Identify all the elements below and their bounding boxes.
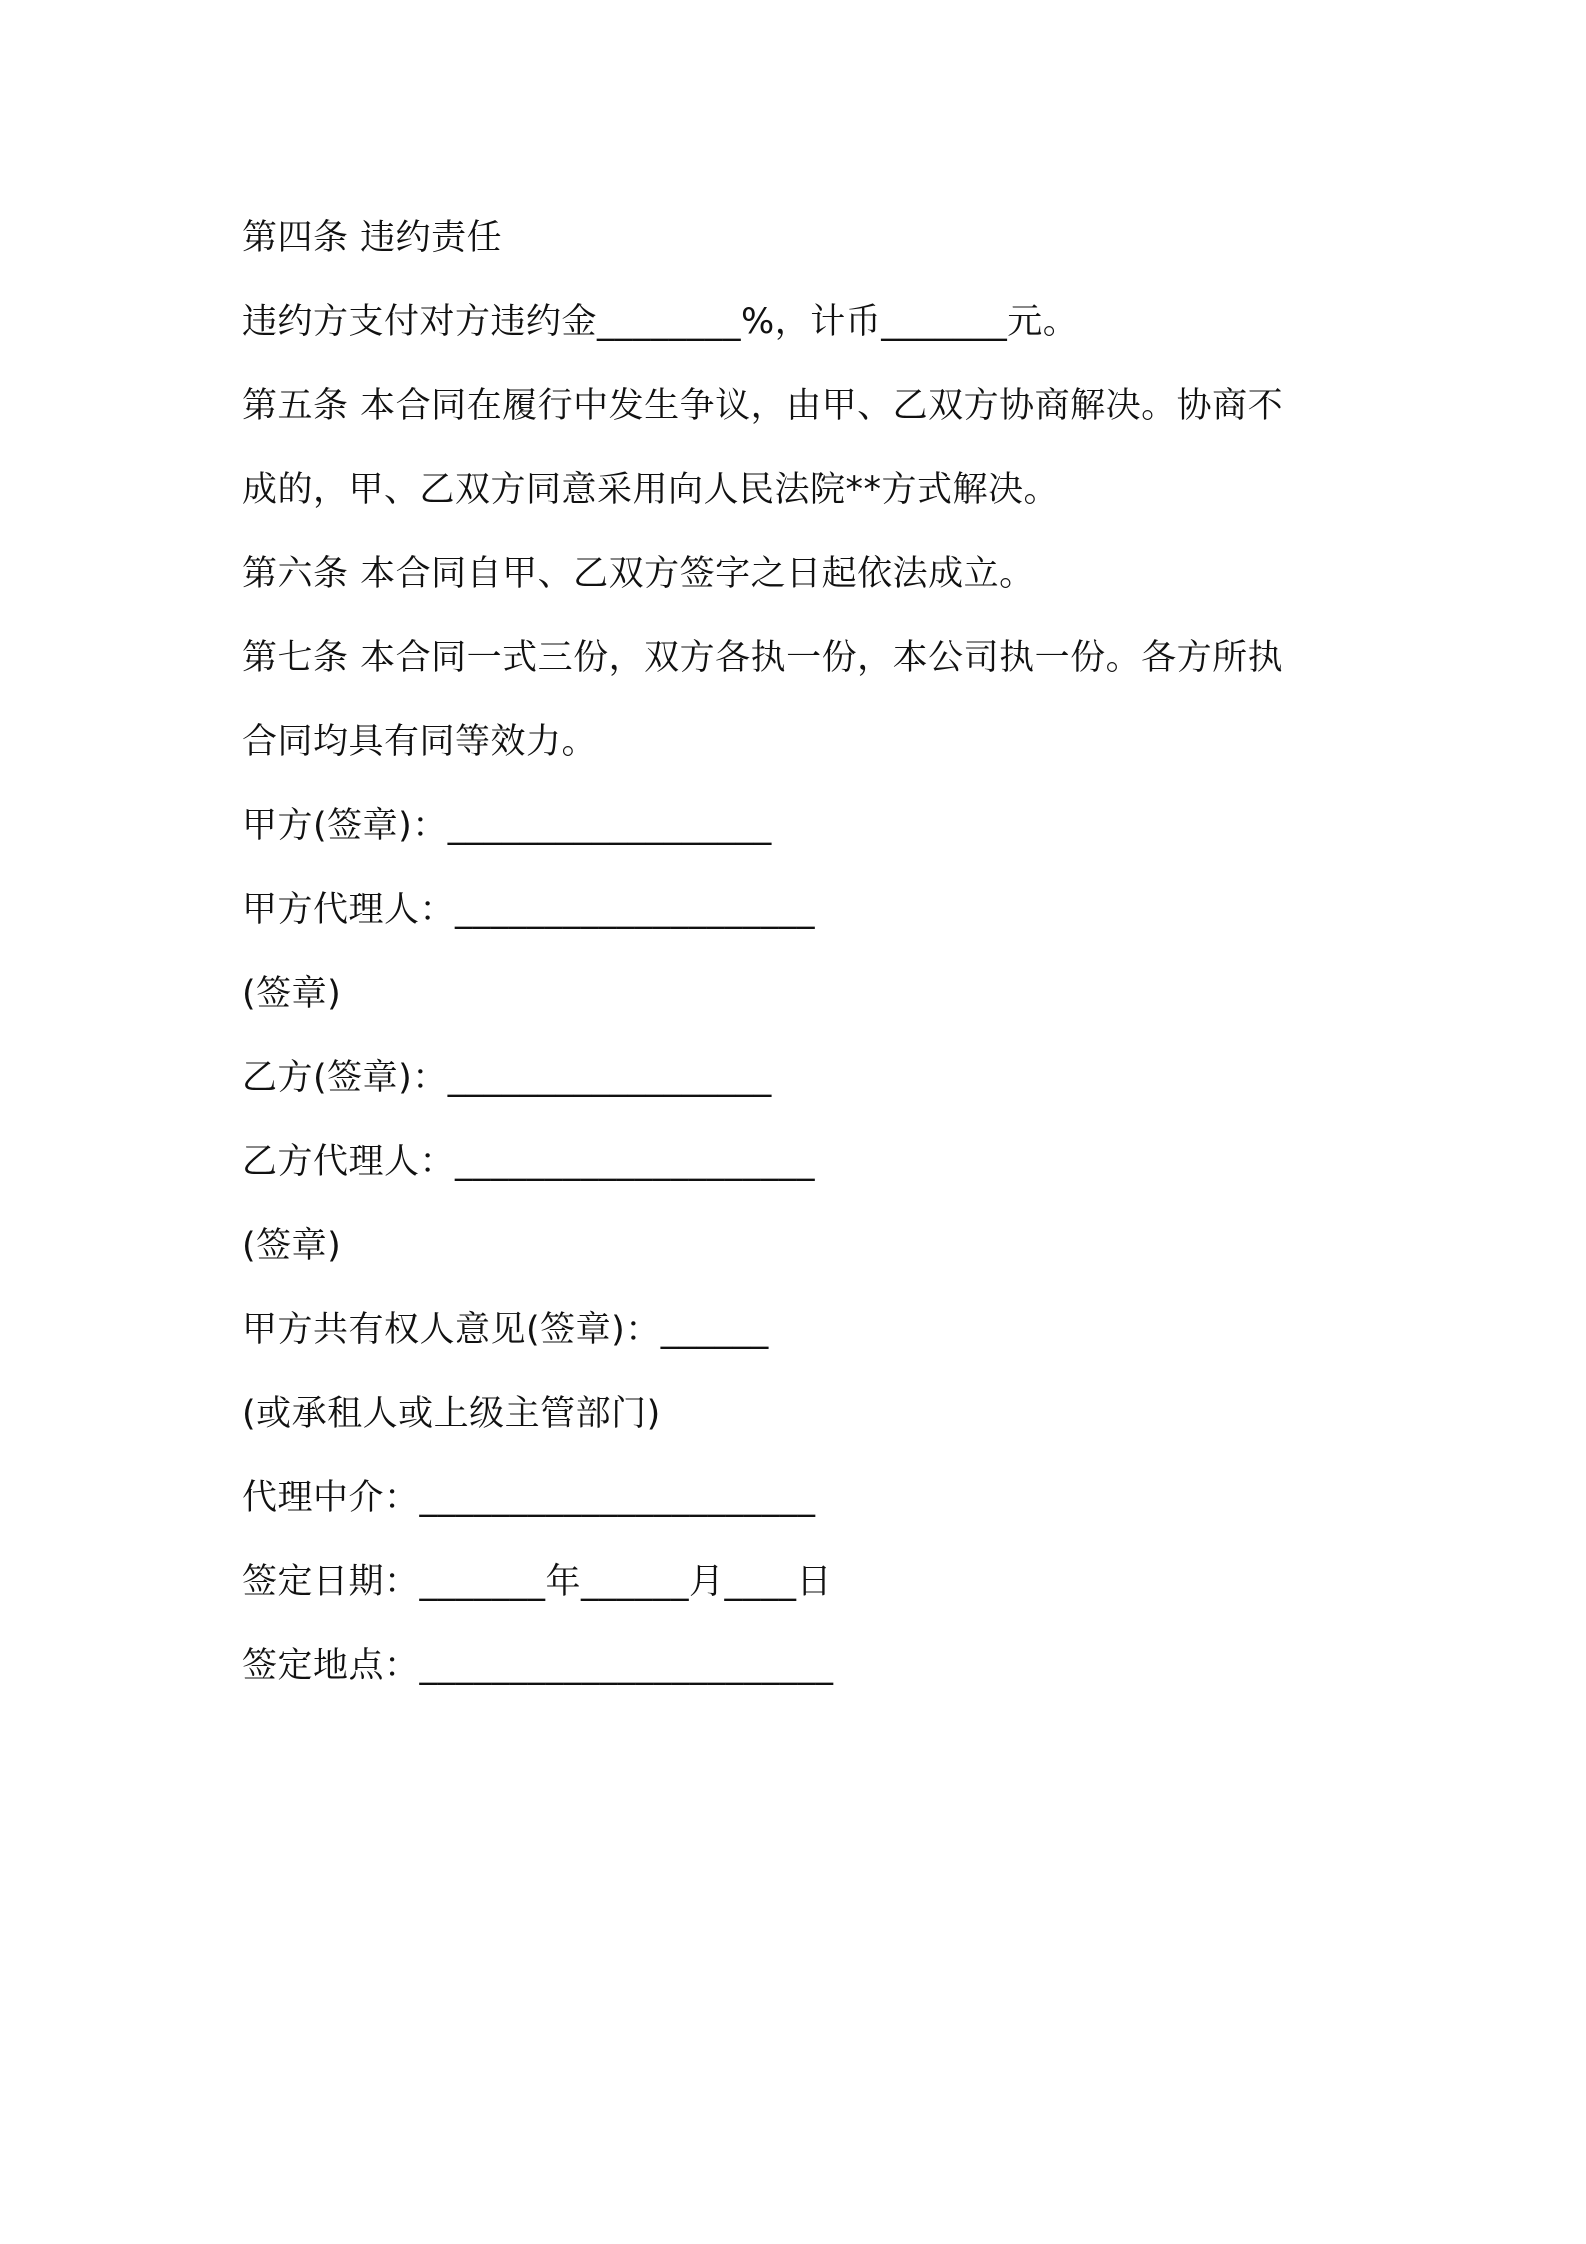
article-6: 第六条 本合同自甲、乙双方签字之日起依法成立。 bbox=[242, 554, 1035, 594]
party-b-signature: 乙方(签章)：__________________ bbox=[242, 1058, 772, 1098]
penalty-clause: 违约方支付对方违约金________%，计币_______元。 bbox=[242, 302, 1079, 342]
party-b-agent: 乙方代理人：____________________ bbox=[242, 1142, 816, 1182]
article-4-heading: 第四条 违约责任 bbox=[242, 218, 503, 258]
article-7-line-2: 合同均具有同等效力。 bbox=[242, 722, 598, 762]
article-5-line-2: 成的，甲、乙双方同意采用向人民法院**方式解决。 bbox=[242, 470, 1060, 510]
party-a-agent: 甲方代理人：____________________ bbox=[242, 890, 816, 930]
party-b-agent-seal: (签章) bbox=[242, 1226, 342, 1266]
signing-date: 签定日期：_______年______月____日 bbox=[242, 1562, 833, 1602]
party-a-agent-seal: (签章) bbox=[242, 974, 342, 1014]
signing-place: 签定地点：_______________________ bbox=[242, 1646, 834, 1686]
party-a-signature: 甲方(签章)：__________________ bbox=[242, 806, 772, 846]
co-owner-opinion: 甲方共有权人意见(签章)：______ bbox=[242, 1310, 769, 1350]
article-5-line-1: 第五条 本合同在履行中发生争议，由甲、乙双方协商解决。协商不 bbox=[242, 386, 1284, 426]
agency-intermediary: 代理中介：______________________ bbox=[242, 1478, 816, 1518]
article-7-line-1: 第七条 本合同一式三份，双方各执一份，本公司执一份。各方所执 bbox=[242, 638, 1284, 678]
co-owner-note: (或承租人或上级主管部门) bbox=[242, 1394, 661, 1434]
contract-body bbox=[242, 196, 1352, 1708]
